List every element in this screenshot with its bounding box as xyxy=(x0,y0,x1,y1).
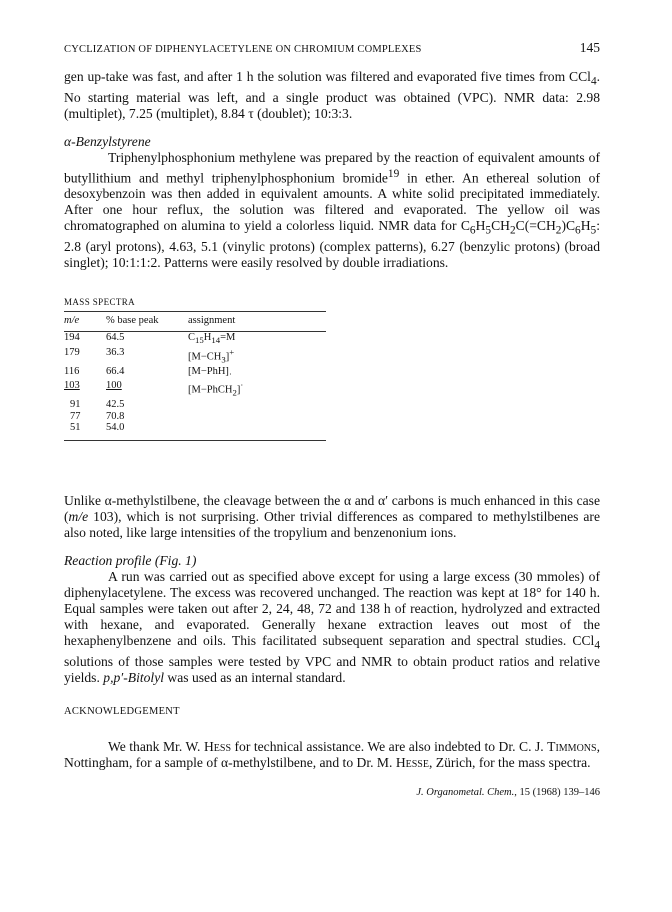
me-value: 103 xyxy=(64,380,80,392)
text-run: was used as an internal standard. xyxy=(164,669,346,685)
person-name: Hesse xyxy=(395,754,429,770)
assignment-sup: + xyxy=(229,346,235,357)
assignment-sup: · xyxy=(240,380,244,391)
text-run: We thank Mr. W. xyxy=(108,738,204,754)
text-run: for technical assistance. We are also indebted to Dr. C. J. xyxy=(231,738,548,754)
text-run: solutions of those samples were tested by VPC and NMR to obtain product ratios and relative yields. xyxy=(64,653,600,685)
cell-assignment xyxy=(188,331,326,346)
assignment-part: [M−CH xyxy=(188,351,222,363)
assignment-sup: 14 xyxy=(211,335,221,346)
cell-me xyxy=(64,411,106,423)
me-value: 116 xyxy=(64,365,80,377)
formula-part: CH xyxy=(491,218,510,234)
cell-assignment xyxy=(188,411,326,423)
page-number: 145 xyxy=(579,40,600,55)
section-heading-benzylstyrene: α-Benzylstyrene xyxy=(64,133,151,149)
subscript: 2 xyxy=(555,224,562,237)
cell-base-peak xyxy=(106,411,188,423)
header-base-peak: % base peak xyxy=(106,314,159,326)
subscript: 6 xyxy=(469,224,476,237)
assignment-part: ] xyxy=(225,351,230,363)
paragraph-benzylstyrene xyxy=(64,150,600,271)
mass-spectra-table xyxy=(64,311,326,440)
assignment-sub: 2 xyxy=(232,387,237,398)
text-run: from CCl xyxy=(538,69,591,84)
header-assignment: assignment xyxy=(188,314,236,326)
subscript: 6 xyxy=(575,224,581,237)
cell-base-peak xyxy=(106,331,188,346)
cell-base-peak xyxy=(106,422,188,440)
me-value: 194 xyxy=(64,331,80,343)
paragraph-acknowledgement xyxy=(64,739,600,771)
text-run: : 2.8 (aryl protons), 4.63, 5.1 (vinylic protons) (complex patterns), 6.27 (benzylic protons) (broad singlet); 10:1:1:2. Patterns were easily resolved by double irradiations. xyxy=(64,218,600,270)
subscript: 5 xyxy=(590,224,597,237)
text-run: NMR data: 2.98 (multiplet), 7.25 (multiplet), 8.84 τ (doublet); 10:3:3. xyxy=(64,89,600,121)
text-run: , Zürich, for the mass spectra. xyxy=(428,754,591,770)
journal-name: J. Organometal. Chem. xyxy=(416,786,515,798)
person-name: Hess xyxy=(203,738,232,754)
journal-volume: , 15 (1968) 139–146 xyxy=(514,786,600,798)
text-run: gen up-take was fast, and after 1 h the solution was filtered and evaporated five times xyxy=(64,69,535,84)
base-peak-value: 70.8 xyxy=(106,410,125,422)
cell-assignment xyxy=(188,399,326,411)
formula-part: H xyxy=(580,218,591,234)
cell-base-peak xyxy=(106,366,188,381)
me-value: 91 xyxy=(70,399,81,411)
table-row xyxy=(64,422,326,440)
base-peak-value: 66.4 xyxy=(106,365,125,377)
cell-base-peak xyxy=(106,380,188,399)
table-header-row xyxy=(64,311,326,331)
cell-me xyxy=(64,380,106,399)
base-peak-value: 100 xyxy=(106,380,122,392)
assignment-part: H xyxy=(203,331,212,343)
assignment-part: =M xyxy=(220,331,236,343)
paragraph-reaction-profile xyxy=(64,569,600,686)
me-value: 51 xyxy=(70,422,81,434)
text-run: in ether. An ethereal solution of desoxybenzoin was then added in equivalent amounts. A white solid precipitated immediately. After one hour reflux, the solution was filtered and evaporated. The yellow oil was chromatographed on alumina to yield a colorless liquid. NMR data for C xyxy=(64,170,600,234)
assignment-part: ] xyxy=(236,384,241,396)
base-peak-value: 36.3 xyxy=(106,346,125,358)
cell-assignment xyxy=(188,422,326,440)
cell-me xyxy=(64,366,106,381)
text-run: A run was carried out as specified above except for using a large excess (30 mmoles) of diphenylacetylene. The excess was recovered unchanged. The reaction was kept at 18° for 140 h. Equal samples were taken out after 2, 24, 48, 72 and 138 h of reaction, hydrolyzed and extracted with hexane, and evaporated. Generally hexane extraction leaves out most of the hexaphenylbenzene and oils. This facilitated subsequent separation and spectral studies. CCl xyxy=(64,568,600,648)
assignment-part: C xyxy=(188,331,196,343)
cell-me xyxy=(64,331,106,346)
mass-spectra-body xyxy=(64,331,326,439)
running-title: CYCLIZATION OF DIPHENYLACETYLENE ON CHROMIUM COMPLEXES xyxy=(64,44,422,55)
journal-footer xyxy=(64,787,600,798)
assignment-part: [M−PhH] xyxy=(188,365,229,377)
cell-me xyxy=(64,347,106,366)
assignment-sub: 3 xyxy=(221,354,226,365)
cell-assignment xyxy=(188,366,326,381)
italic-compound: p,p′-Bitolyl xyxy=(103,669,165,685)
assignment-sub: · xyxy=(228,368,232,379)
cell-me xyxy=(64,422,106,440)
section-heading-reaction-profile: Reaction profile (Fig. 1) xyxy=(64,552,197,568)
running-header xyxy=(64,40,600,56)
table-row xyxy=(64,380,326,399)
formula-part: )C xyxy=(561,218,576,234)
header-me-text: m/e xyxy=(64,314,80,326)
assignment-sub: 15 xyxy=(195,335,204,346)
table-row xyxy=(64,411,326,423)
text-run: , Nottingham, for a sample of α-methylstilbene, and to Dr. M. xyxy=(64,738,600,770)
formula-part: H xyxy=(475,218,486,234)
cell-base-peak xyxy=(106,347,188,366)
page xyxy=(64,40,600,798)
subscript: 4 xyxy=(590,75,597,88)
acknowledgement-heading: ACKNOWLEDGEMENT xyxy=(64,705,180,717)
person-name: Timmons xyxy=(547,738,597,754)
cell-base-peak xyxy=(106,399,188,411)
paragraph-continuation xyxy=(64,69,600,122)
table-row xyxy=(64,399,326,411)
cell-me xyxy=(64,399,106,411)
subscript: 4 xyxy=(594,639,600,652)
mass-spectra-title: MASS SPECTRA xyxy=(64,296,136,307)
subscript: 5 xyxy=(485,224,492,237)
table-bottom-rule xyxy=(64,440,326,441)
table-row xyxy=(64,366,326,381)
formula-part: C(=CH xyxy=(515,218,556,234)
paragraph-unlike: Unlike α-methylstilbene, the cleavage between the α and α′ carbons is much enhanced in this case (m/e 103), which is not surprising. Other trivial differences as compared to methylstilbenes are also noted, like large intensities of the tropylium and benzenonium ions. xyxy=(64,492,600,540)
subscript: 2 xyxy=(509,224,516,237)
base-peak-value: 64.5 xyxy=(106,331,125,343)
reference-superscript: 19 xyxy=(387,167,400,180)
base-peak-value: 42.5 xyxy=(106,399,125,411)
base-peak-value: 54.0 xyxy=(106,422,125,434)
assignment-part: [M−PhCH xyxy=(188,384,233,396)
header-me xyxy=(64,311,106,331)
me-value: 179 xyxy=(64,346,80,358)
cell-assignment xyxy=(188,347,326,366)
table-row xyxy=(64,331,326,346)
text-run: Triphenylphosphonium methylene was prepared by the reaction of equivalent amounts of butyllithium and methyl triphenylphosphonium bromide xyxy=(64,149,600,186)
table-row xyxy=(64,347,326,366)
text-run: . No starting material was left, and a single product was obtained (VPC). xyxy=(64,69,601,105)
me-value: 77 xyxy=(70,410,81,422)
cell-assignment xyxy=(188,380,326,399)
